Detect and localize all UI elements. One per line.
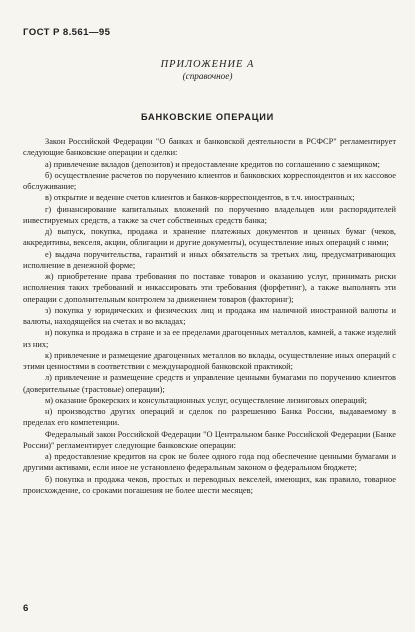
section-title: БАНКОВСКИЕ ОПЕРАЦИИ [140, 112, 275, 122]
central-bank-paragraph: Федеральный закон Российской Федерации "О Центральном банке Российской Федерации (Банке России)" регламентирует следующие банковские операции: [23, 429, 396, 450]
list-item-b: б) осуществление расчетов по поручению клиентов и банковских корреспондентов и их кассовое обслуживание; [23, 170, 396, 191]
cb-list-item-a: а) предоставление кредитов на срок не более одного года под обеспечение ценными бумагами и другими активами, если иное не установлено федеральным законом о федеральном бюджете; [23, 452, 396, 473]
cb-list-item-b: б) покупка и продажа чеков, простых и переводных векселей, имеющих, как правило, товарное происхождение, со сроками погашения не более шести месяцев; [23, 474, 396, 495]
list-item-d: д) выпуск, покупка, продажа и хранение платежных документов и ценных бумаг (чеков, аккредитивы, векселя, акции, облигации и другие документы), осуществление иных операций с ними; [23, 227, 396, 248]
standard-header: ГОСТ Р 8.561—95 [23, 27, 111, 38]
list-item-a: а) привлечение вкладов (депозитов) и предоставление кредитов по соглашению с заемщиком; [45, 159, 380, 169]
list-item-e: е) выдача поручительства, гарантий и иных обязательств за третьих лиц, предусматривающих исполнение в денежной форме; [23, 249, 396, 270]
list-item-m: м) оказание брокерских и консультационных услуг, осуществление лизинговых операций; [45, 395, 367, 405]
intro-paragraph: Закон Российской Федерации "О банках и банковской деятельности в РСФСР" регламентирует следующие банковские операции и сделки: [23, 137, 396, 158]
list-item-l: л) привлечение и размещение средств и управление ценными бумагами по поручению клиентов (доверительные (трастовые) операции); [23, 373, 396, 394]
body-text [23, 136, 396, 496]
list-item-v: в) открытие и ведение счетов клиентов и банков-корреспондентов, в т.ч. иностранных; [45, 193, 355, 203]
page-number: 6 [23, 603, 29, 614]
list-item-i: и) покупка и продажа в стране и за ее пределами драгоценных металлов, камней, а также изделий из них; [23, 328, 396, 349]
list-item-n: н) производство других операций и сделок по разрешению Банка России, выдаваемому в пределах его компетенции. [23, 407, 396, 428]
list-item-g: г) финансирование капитальных вложений по поручению владельцев или распорядителей инвестируемых средств, а также за счет собственных средств банка; [23, 204, 396, 225]
appendix-title: ПРИЛОЖЕНИЕ А [160, 59, 255, 70]
appendix-note: (справочное) [182, 71, 233, 81]
list-item-k: к) привлечение и размещение драгоценных металлов во вклады, осуществление иных операций с этими ценностями в соответствии с международной банковской практикой; [23, 350, 396, 371]
list-item-z: з) покупка у юридических и физических лиц и продажа им наличной иностранной валюты и валюты, находящейся на счетах и во вкладах; [23, 305, 396, 326]
list-item-zh: ж) приобретение права требования по поставке товаров и оказанию услуг, принимать риски исполнения таких требований и инкассировать эти требования (форфетинг), а также выполнять эти операции с дополнительным контролем за движением товаров (факторинг); [23, 272, 396, 304]
